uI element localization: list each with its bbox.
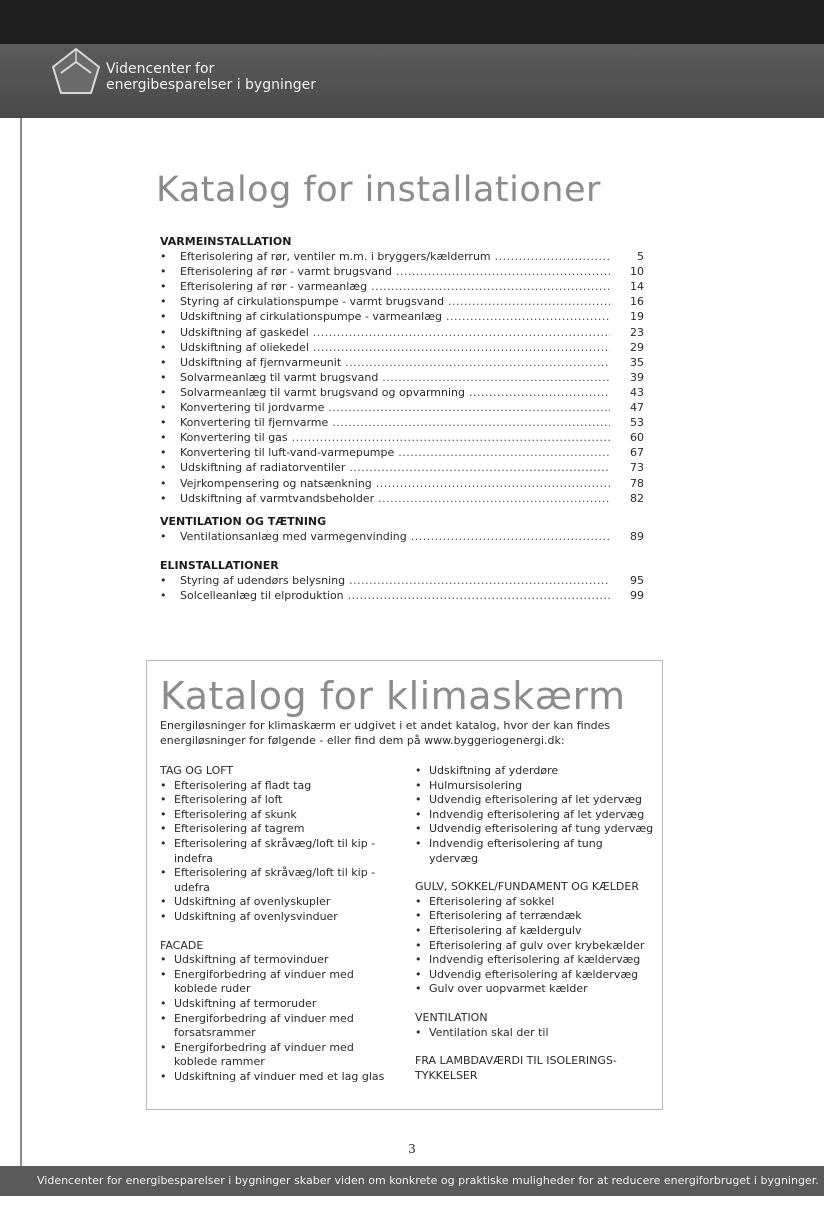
facade-item: • Energiforbedring af vinduer med koblede ruder <box>160 968 400 997</box>
catalog-climate-title: Katalog for klimaskærm <box>160 674 626 718</box>
house-icon <box>50 46 102 98</box>
tag-heading: TAG OG LOFT <box>160 764 234 777</box>
margin-rule <box>20 118 22 1168</box>
bullet-icon: • <box>160 370 167 384</box>
bullet-icon: • <box>160 385 167 399</box>
toc-row <box>160 446 644 460</box>
toc-row <box>160 416 644 430</box>
toc-item-label: Udskiftning af radiatorventiler ..... <box>180 461 610 475</box>
toc-item-label: Udskiftning af oliekedel ..... <box>180 341 610 355</box>
toc-row <box>160 310 644 324</box>
bullet-icon: • <box>160 476 167 490</box>
toc-page-number: 35 <box>630 355 644 369</box>
facade-item: • Udskiftning af termovinduer <box>160 953 400 968</box>
floor-item: • Udvendig efterisolering af kældervæg <box>415 968 655 983</box>
floor-item: • Efterisolering af sokkel <box>415 895 655 910</box>
toc-page-number: 60 <box>630 431 644 445</box>
bullet-icon: • <box>160 491 167 505</box>
bullet-icon: • <box>160 340 167 354</box>
toc-item-label: Konvertering til jordvarme ..... <box>180 401 610 415</box>
toc-row <box>160 589 644 603</box>
toc-item-label: Udskiftning af gaskedel ..... <box>180 326 610 340</box>
toc-row <box>160 386 644 400</box>
bullet-icon: • <box>160 461 167 475</box>
toc-row <box>160 574 644 588</box>
toc-row <box>160 265 644 279</box>
toc-page-number: 78 <box>630 476 644 490</box>
toc-item-label: Styring af udendørs belysning ..... <box>180 574 610 588</box>
facade-heading: FACADE <box>160 938 204 952</box>
top-bar <box>0 0 824 44</box>
tag-item: • Udskiftning af ovenlyskupler <box>160 895 400 910</box>
tag-item: • Efterisolering af fladt tag <box>160 779 400 794</box>
bullet-icon: • <box>160 250 167 263</box>
toc-item-label: Vejrkompensering og natsænkning ..... <box>180 477 610 491</box>
bullet-icon: • <box>160 431 167 445</box>
tag-item: • Efterisolering af skråvæg/loft til kip - udefra <box>160 866 400 895</box>
toc-row <box>160 371 644 385</box>
floor-item: • Indvendig efterisolering af kældervæg <box>415 953 655 968</box>
catalog-installations-title: Katalog for installationer <box>156 170 601 210</box>
bullet-icon: • <box>160 416 167 430</box>
facade-item: • Udskiftning af vinduer med et lag glas <box>160 1070 400 1085</box>
toc-item-label: Udskiftning af cirkulationspumpe - varmeanlæg ..... <box>180 310 610 324</box>
bullet-icon: • <box>160 310 167 324</box>
toc-page-number: 29 <box>630 340 644 354</box>
bullet-icon: • <box>160 280 167 294</box>
toc-row <box>160 295 644 309</box>
toc-row <box>160 431 644 445</box>
toc-item-label: Udskiftning af varmtvandsbeholder ..... <box>180 492 610 506</box>
wall-item: • Hulmursisolering <box>415 779 655 794</box>
climate-right-column <box>415 764 655 1083</box>
climate-left-column <box>160 764 400 1084</box>
bullet-icon: • <box>160 295 167 309</box>
toc-section-title: VENTILATION OG TÆTNING <box>160 515 327 528</box>
bullet-icon: • <box>160 589 167 603</box>
bullet-icon: • <box>160 574 167 587</box>
toc-row <box>160 356 644 370</box>
brand-line-1: Videncenter for <box>106 61 215 77</box>
toc-page-number: 73 <box>630 461 644 475</box>
tag-item: • Efterisolering af skunk <box>160 808 400 823</box>
toc-item-label: Konvertering til fjernvarme ..... <box>180 416 610 430</box>
toc-row <box>160 461 644 475</box>
wall-item: • Udvendig efterisolering af tung ydervæg <box>415 822 655 837</box>
toc-row <box>160 341 644 355</box>
toc-item-label: Konvertering til luft-vand-varmepumpe ..... <box>180 446 610 460</box>
toc-item-label: Konvertering til gas ..... <box>180 431 610 445</box>
toc-page-number: 53 <box>630 416 644 430</box>
wall-item: • Indvendig efterisolering af tung ydervæg <box>415 837 655 866</box>
toc-item-label: Solvarmeanlæg til varmt brugsvand ..... <box>180 371 610 385</box>
toc-row <box>160 477 644 491</box>
facade-item: • Energiforbedring af vinduer med koblede rammer <box>160 1041 400 1070</box>
footer-text: Videncenter for energibesparelser i bygninger skaber viden om konkrete og praktiske muligheder for at reducere energiforbruget i bygninger. <box>37 1174 819 1187</box>
wall-item: • Udskiftning af yderdøre <box>415 764 655 779</box>
wall-item: • Indvendig efterisolering af let ydervæg <box>415 808 655 823</box>
toc-section-title: VARMEINSTALLATION <box>160 235 292 248</box>
toc-item-label: Ventilationsanlæg med varmegenvinding ..... <box>180 530 610 544</box>
toc-row <box>160 492 644 506</box>
ventilation-heading: VENTILATION <box>415 1010 488 1024</box>
toc-page-number: 23 <box>630 325 644 339</box>
floor-item: • Efterisolering af terrændæk <box>415 909 655 924</box>
toc-item-label: Styring af cirkulationspumpe - varmt brugsvand ..... <box>180 295 610 309</box>
page-number: 3 <box>408 1142 416 1156</box>
tag-item: • Efterisolering af loft <box>160 793 400 808</box>
toc-row <box>160 326 644 340</box>
facade-item: • Energiforbedring af vinduer med forsatsrammer <box>160 1012 400 1041</box>
toc-item-label: Efterisolering af rør - varmeanlæg ..... <box>180 280 610 294</box>
toc-row <box>160 250 644 264</box>
toc-page-number: 89 <box>630 530 644 543</box>
floor-item: • Efterisolering af gulv over krybekælder <box>415 939 655 954</box>
toc-page-number: 16 <box>630 295 644 309</box>
toc-page-number: 95 <box>630 574 644 587</box>
toc-page-number: 82 <box>630 491 644 505</box>
toc-item-label: Efterisolering af rør - varmt brugsvand ..... <box>180 265 610 279</box>
toc-page-number: 14 <box>630 280 644 294</box>
brand-name <box>106 61 316 93</box>
toc-page-number: 39 <box>630 370 644 384</box>
toc-item-label: Solcelleanlæg til elproduktion ..... <box>180 589 610 603</box>
toc-page-number: 99 <box>630 589 644 603</box>
toc-page-number: 67 <box>630 446 644 460</box>
bullet-icon: • <box>160 355 167 369</box>
bullet-icon: • <box>160 401 167 414</box>
brand-line-2: energibesparelser i bygninger <box>106 77 316 93</box>
ventilation-item: • Ventilation skal der til <box>415 1026 655 1041</box>
toc-row <box>160 401 644 415</box>
bullet-icon: • <box>160 325 167 339</box>
toc-item-label: Solvarmeanlæg til varmt brugsvand og opvarmning ..... <box>180 386 610 400</box>
facade-item: • Udskiftning af termoruder <box>160 997 400 1012</box>
tag-item: • Efterisolering af skråvæg/loft til kip - indefra <box>160 837 400 866</box>
bullet-icon: • <box>160 446 167 460</box>
tag-item: • Efterisolering af tagrem <box>160 822 400 837</box>
bullet-icon: • <box>160 530 167 543</box>
toc-page-number: 43 <box>630 385 644 399</box>
floor-item: • Gulv over uopvarmet kælder <box>415 982 655 997</box>
footer-banner <box>0 1166 824 1196</box>
climate-intro: Energiløsninger for klimaskærm er udgivet i et andet katalog, hvor der kan findes energiløsninger for følgende - eller find dem på www.byggeriogenergi.dk: <box>160 719 611 747</box>
lambda-heading: FRA LAMBDAVÆRDI TIL ISOLERINGS-TYKKELSER <box>415 1054 617 1082</box>
toc-section-title: ELINSTALLATIONER <box>160 559 279 572</box>
header-banner <box>0 44 824 118</box>
floor-item: • Efterisolering af kældergulv <box>415 924 655 939</box>
toc-row <box>160 280 644 294</box>
toc-row <box>160 530 644 544</box>
bullet-icon: • <box>160 265 167 279</box>
toc-page-number: 5 <box>637 250 644 263</box>
floor-heading: GULV, SOKKEL/FUNDAMENT OG KÆLDER <box>415 880 639 894</box>
toc-page-number: 47 <box>630 401 644 414</box>
toc-page-number: 10 <box>630 265 644 279</box>
toc-item-label: Efterisolering af rør, ventiler m.m. i bryggers/kælderrum ..... <box>180 250 610 264</box>
tag-item: • Udskiftning af ovenlysvinduer <box>160 910 400 925</box>
wall-item: • Udvendig efterisolering af let ydervæg <box>415 793 655 808</box>
toc-item-label: Udskiftning af fjernvarmeunit ..... <box>180 356 610 370</box>
toc-page-number: 19 <box>630 310 644 324</box>
